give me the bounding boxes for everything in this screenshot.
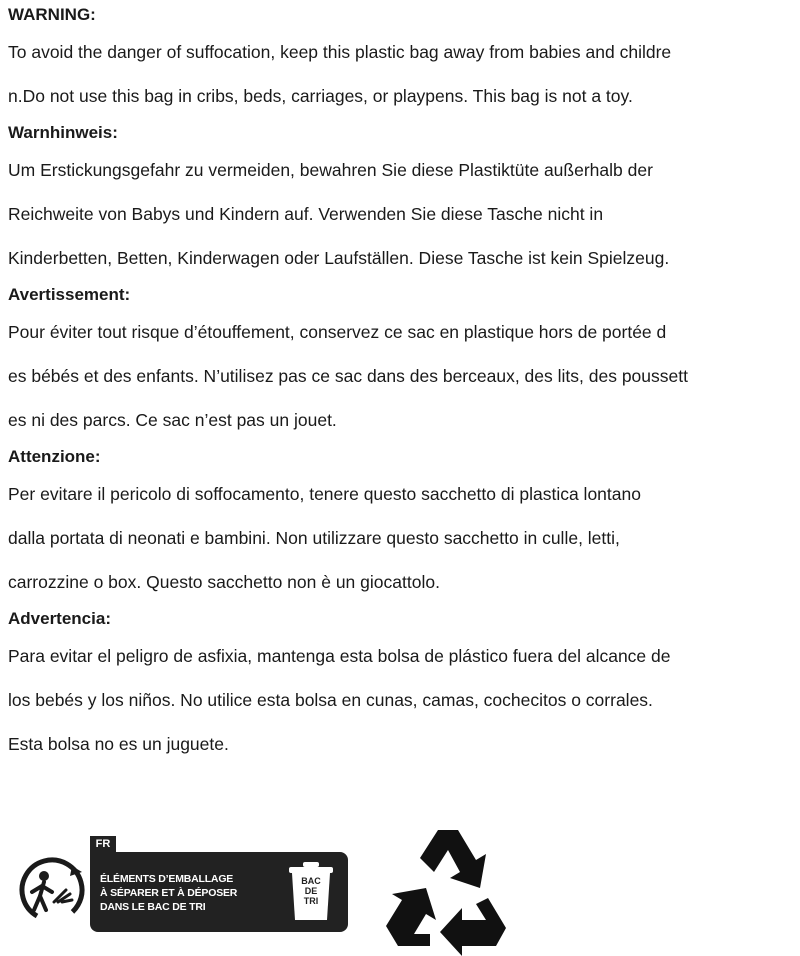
info-line: ÉLÉMENTS D’EMBALLAGE [100,873,234,885]
text-line: Kinderbetten, Betten, Kinderwagen oder Laufställen. Diese Tasche ist kein Spielzeug. [8,248,670,268]
sorting-info-text [100,872,237,914]
text-line: es ni des parcs. Ce sac n’est pas un jouet. [8,410,337,430]
recycling-bin-icon [285,860,337,924]
section-german [8,118,798,280]
sorting-info-label [90,852,348,932]
text-line: Pour éviter tout risque d’étouffement, conservez ce sac en plastique hors de portée d [8,322,667,342]
text-line: carrozzine o box. Questo sacchetto non è un giocattolo. [8,572,440,592]
info-line: À SÉPARER ET À DÉPOSER [100,887,238,899]
text-line: los bebés y los niños. No utilice esta bolsa en cunas, camas, cochecitos o corrales. [8,690,653,710]
bin-line: BAC [301,876,321,886]
logo-row [0,828,800,956]
recycle-icon [380,828,510,956]
section-heading: Warnhinweis: [8,123,118,142]
bin-text [285,876,337,906]
text-line: es bébés et des enfants. N’utilisez pas ce sac dans des berceaux, des lits, des poussett [8,366,688,386]
section-english [8,0,798,118]
text-line: Reichweite von Babys und Kindern auf. Verwenden Sie diese Tasche nicht in [8,204,604,224]
warning-document [8,0,798,766]
text-line: Esta bolsa no es un juguete. [8,734,229,754]
bin-line: DE [304,886,318,896]
text-line: n.Do not use this bag in cribs, beds, carriages, or playpens. This bag is not a toy. [8,86,633,106]
triman-icon [18,856,86,924]
section-french [8,280,798,442]
text-line: Per evitare il pericolo di soffocamento, tenere questo sacchetto di plastica lontano [8,484,641,504]
section-italian [8,442,798,604]
text-line: dalla portata di neonati e bambini. Non utilizzare questo sacchetto in culle, letti, [8,528,620,548]
section-heading: Attenzione: [8,447,101,466]
text-line: Para evitar el peligro de asfixia, mantenga esta bolsa de plástico fuera del alcance de [8,646,671,666]
country-tag: FR [90,836,116,852]
info-line: DANS LE BAC DE TRI [100,901,206,913]
section-spanish [8,604,798,766]
text-line: To avoid the danger of suffocation, keep this plastic bag away from babies and childre [8,42,672,62]
section-heading: Avertissement: [8,285,131,304]
bin-line: TRI [303,896,319,906]
section-heading: Advertencia: [8,609,111,628]
text-line: Um Erstickungsgefahr zu vermeiden, bewahren Sie diese Plastiktüte außerhalb der [8,160,653,180]
section-heading: WARNING: [8,5,96,24]
